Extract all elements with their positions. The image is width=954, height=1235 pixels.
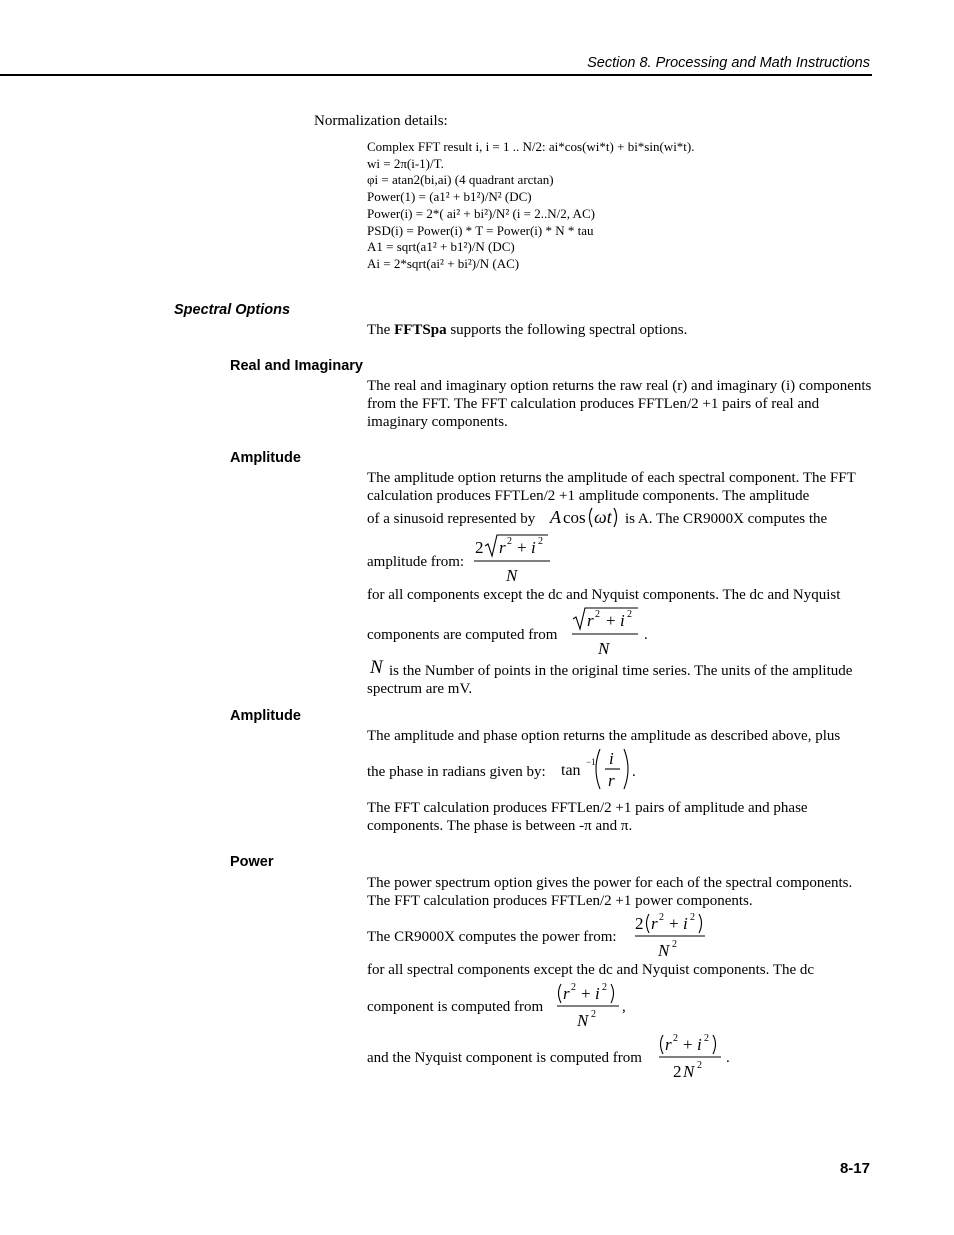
svg-text:i: i xyxy=(620,611,625,630)
power-formula-ac xyxy=(633,906,709,960)
real-imaginary-text: The real and imaginary option returns the raw real (r) and imaginary (i) components from the FFT. The FFT calculation produces FFTLen/2 +1 pairs of real and imaginary components. xyxy=(367,378,872,430)
amplitude-line6: is the Number of points in the original time series. The units of the amplitude spectrum are mV. xyxy=(367,663,853,697)
svg-text:2: 2 xyxy=(571,982,576,993)
svg-text:2: 2 xyxy=(697,1060,702,1071)
amplitude-line1: The amplitude option returns the amplitude of each spectral component. The FFT calculation produces FFTLen/2 +1 amplitude components. The amplitude xyxy=(367,470,856,504)
svg-text:tan: tan xyxy=(561,762,581,779)
svg-text:N: N xyxy=(658,941,670,960)
svg-text:2: 2 xyxy=(627,609,632,620)
svg-text:i: i xyxy=(609,749,614,768)
spectral-intro xyxy=(367,321,872,339)
header-rule xyxy=(0,74,872,76)
real-imaginary-heading: Real and Imaginary xyxy=(230,358,363,374)
spectral-options-heading: Spectral Options xyxy=(174,302,291,318)
power-formula-dc xyxy=(555,976,625,1030)
power-heading: Power xyxy=(230,854,274,870)
svg-text:2: 2 xyxy=(591,1009,596,1020)
svg-text:2: 2 xyxy=(507,536,512,547)
amplitude-line4: for all components except the dc and Nyquist components. The dc and Nyquist xyxy=(367,587,841,603)
power-line4: component is computed from xyxy=(367,999,544,1015)
svg-text:2: 2 xyxy=(635,914,644,933)
svg-text:2: 2 xyxy=(690,912,695,923)
power-line5-end: . xyxy=(726,1050,730,1066)
svg-text:+: + xyxy=(669,914,679,933)
svg-text:r: r xyxy=(563,984,570,1003)
amplitude-phase-line1: The amplitude and phase option returns the amplitude as described above, plus xyxy=(367,728,841,744)
normalization-line: Ai = 2*sqrt(ai² + bi²)/N (AC) xyxy=(367,255,520,271)
amplitude-heading: Amplitude xyxy=(230,450,301,466)
svg-text:2: 2 xyxy=(673,1062,682,1081)
amplitude-formula-dc xyxy=(570,605,642,657)
amplitude-line2-before: of a sinusoid represented by xyxy=(367,511,536,527)
normalization-line: PSD(i) = Power(i) * T = Power(i) * N * tau xyxy=(367,222,594,238)
svg-text:i: i xyxy=(697,1035,702,1054)
svg-text:−1: −1 xyxy=(586,757,596,767)
svg-text:+: + xyxy=(581,984,591,1003)
svg-text:2: 2 xyxy=(704,1033,709,1044)
svg-text:2: 2 xyxy=(602,982,607,993)
svg-text:r: r xyxy=(665,1035,672,1054)
svg-text:2: 2 xyxy=(659,912,664,923)
amplitude-line3: amplitude from: xyxy=(367,554,465,570)
normalization-list xyxy=(367,139,872,273)
fftspa-keyword: FFTSpa xyxy=(394,322,447,338)
amplitude-phase-heading: Amplitude xyxy=(230,708,301,724)
arctangent-formula xyxy=(558,744,634,794)
svg-text:r: r xyxy=(587,611,594,630)
normalization-line: Power(i) = 2*( ai² + bi²)/N² (i = 2..N/2, AC) xyxy=(367,205,595,221)
normalization-line: Complex FFT result i, i = 1 .. N/2: ai*cos(wi*t) + bi*sin(wi*t). xyxy=(367,139,695,154)
svg-text:N: N xyxy=(683,1062,695,1081)
svg-text:2: 2 xyxy=(595,609,600,620)
svg-text:N: N xyxy=(598,639,610,658)
normalization-line: A1 = sqrt(a1² + b1²)/N (DC) xyxy=(367,239,515,255)
svg-text:2: 2 xyxy=(672,939,677,950)
power-line4-end: , xyxy=(622,999,626,1015)
n-symbol: N xyxy=(370,657,383,678)
amplitude-line5: components are computed from xyxy=(367,627,558,643)
acos-omega-t-formula xyxy=(548,502,622,530)
svg-text:2: 2 xyxy=(673,1033,678,1044)
svg-text:N: N xyxy=(506,566,518,585)
amplitude-line5-end: . xyxy=(644,627,648,643)
svg-text:i: i xyxy=(595,984,600,1003)
svg-text:r: r xyxy=(499,538,506,557)
power-formula-nyquist xyxy=(657,1027,727,1083)
svg-text:i: i xyxy=(531,538,536,557)
svg-text:N: N xyxy=(577,1011,589,1030)
normalization-line: φi = atan2(bi,ai) (4 quadrant arctan) xyxy=(367,172,554,188)
power-line2: The CR9000X computes the power from: xyxy=(367,929,617,945)
amplitude-line2-after: is A. The CR9000X computes the xyxy=(625,511,828,527)
svg-text:2: 2 xyxy=(538,536,543,547)
svg-text:A: A xyxy=(550,507,561,527)
amplitude-phase-line3: The FFT calculation produces FFTLen/2 +1 pairs of amplitude and phase components. The phase is between -π and π. xyxy=(367,800,808,834)
svg-text:2: 2 xyxy=(475,538,484,557)
power-line3: for all spectral components except the dc and Nyquist components. The dc xyxy=(367,962,815,978)
svg-text:r: r xyxy=(651,914,658,933)
svg-text:cos: cos xyxy=(563,508,586,527)
amplitude-phase-line2: the phase in radians given by: xyxy=(367,764,546,780)
normalization-label: Normalization details: xyxy=(314,113,448,129)
spectral-intro-before: The xyxy=(367,322,395,338)
svg-text:ωt: ωt xyxy=(594,507,612,527)
normalization-line: wi = 2π(i-1)/T. xyxy=(367,155,444,171)
svg-text:+: + xyxy=(683,1035,693,1054)
spectral-intro-after: supports the following spectral options. xyxy=(446,322,688,338)
svg-text:+: + xyxy=(517,538,527,557)
normalization-line: Power(1) = (a1² + b1²)/N² (DC) xyxy=(367,189,532,205)
power-line5: and the Nyquist component is computed from xyxy=(367,1050,642,1066)
svg-text:r: r xyxy=(608,771,615,790)
amplitude-formula-ac xyxy=(472,532,554,584)
running-header: Section 8. Processing and Math Instructions xyxy=(587,55,870,71)
page-number: 8-17 xyxy=(839,1160,870,1177)
svg-text:+: + xyxy=(606,611,616,630)
power-line1: The power spectrum option gives the power for each of the spectral components. The FFT calculation produces FFTLen/2 +1 power components. xyxy=(367,875,853,909)
amplitude-phase-line2-end: . xyxy=(632,764,636,780)
svg-text:i: i xyxy=(683,914,688,933)
